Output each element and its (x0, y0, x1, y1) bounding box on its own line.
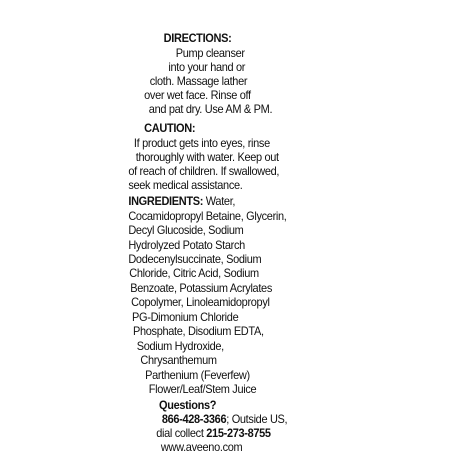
ingredients-line: Dodecenylsuccinate, Sodium (128, 252, 262, 266)
phone-us: 866-428-3366 (161, 412, 227, 426)
ingredients-line: Benzoate, Potassium Acrylates (130, 281, 272, 295)
directions-line: cloth. Massage lather (149, 74, 248, 88)
ingredients-line: PG-Dimonium Chloride (132, 310, 239, 324)
contact-line-intl (156, 426, 270, 440)
directions-line: into your hand or (168, 60, 246, 74)
ingredients-line: Cocamidopropyl Betaine, Glycerin, (128, 209, 287, 223)
ingredients-line: Sodium Hydroxide, (136, 339, 224, 353)
ingredients-first-value: Water, (203, 194, 236, 208)
caution-heading: CAUTION: (144, 121, 196, 135)
ingredients-line: Chloride, Citric Acid, Sodium (129, 266, 259, 280)
ingredients-line: Hydrolyzed Potato Starch (128, 238, 245, 252)
caution-line: seek medical assistance. (128, 178, 243, 192)
caution-line: thoroughly with water. Keep out (135, 150, 279, 164)
ingredients-line: Decyl Glucoside, Sodium (128, 223, 244, 237)
ingredients-line: Phosphate, Disodium EDTA, (132, 324, 264, 338)
ingredients-line: Parthenium (Feverfew) (145, 368, 250, 382)
contact-line-us (162, 412, 287, 426)
ingredients-line: Flower/Leaf/Stem Juice (148, 382, 257, 396)
outside-us-text: ; Outside US, (226, 412, 288, 426)
ingredients-line: Chrysanthemum (140, 353, 217, 367)
ingredients-first-line (128, 194, 235, 208)
directions-line: and pat dry. Use AM & PM. (148, 102, 273, 116)
ingredients-heading: INGREDIENTS: (128, 194, 204, 208)
directions-heading: DIRECTIONS: (163, 31, 232, 45)
phone-intl: 215-273-8755 (206, 426, 271, 440)
directions-line: Pump cleanser (175, 46, 245, 60)
ingredients-line: Copolymer, Linoleamidopropyl (131, 295, 270, 309)
caution-line: of reach of children. If swallowed, (128, 164, 280, 178)
directions-line: over wet face. Rinse off (144, 88, 251, 102)
dial-collect-text: dial collect (156, 426, 207, 440)
caution-line: If product gets into eyes, rinse (133, 136, 270, 150)
questions-heading: Questions? (159, 398, 217, 412)
website-text: www.aveeno.com (160, 440, 243, 454)
